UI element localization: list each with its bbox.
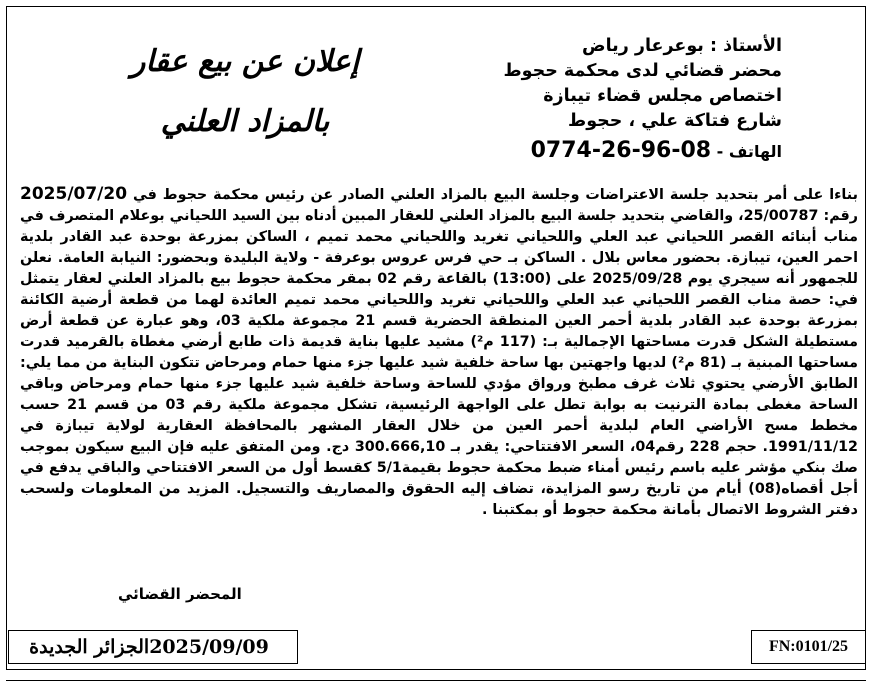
bailiff-header — [452, 34, 782, 167]
bailiff-phone — [452, 136, 782, 167]
bailiff-address: شارع فتاكة علي ، حجوط — [568, 111, 782, 131]
bailiff-jurisdiction: اختصاص مجلس قضاء تيبازة — [543, 86, 782, 106]
file-number-box — [751, 630, 866, 664]
announcement-body — [20, 184, 858, 521]
bailiff-name: الأستاذ : بوعرعار رياض — [582, 36, 782, 56]
signature: المحضر القضائي — [118, 585, 242, 603]
phone-label: الهاتف - — [711, 142, 782, 161]
phone-number: 0774-26-96-08 — [530, 138, 712, 163]
file-number: FN:0101/25 — [768, 638, 849, 655]
body-main: رقم: 25/00787، والقاضي بتحديد جلسة البيع بالمزاد العلني للعقار المبين أدناه بين السيد اللحياني بوعلام المتصرف في مناب أبنائه القصر اللحياني عبد العلي واللحياني تغريد واللحياني محمد تميم ، الساكن بمزرعة بوحدة عبد القادر بلدية احمر العين، تيبازة. بحضور معاس بلال . الساكن بـ حي فرس عروس بوعرفة - ولاية البليدة وبحضور: النيابة العامة. نعلن للجمهور أنه سيجري يوم 2025/09/28 على (13:00) بالقاعة رقم 02 بمقر محكمة حجوط بيع بالمزاد العلني لعقار يتمثل في: حصة مناب القصر اللحياني عبد العلي واللحياني تغريد واللحياني محمد تميم العائدة لهما من قطعة أرضية الكائنة بمزرعة بوحدة عبد القادر بلدية أحمر العين المنطقة الحضرية قسم 21 مجموعة ملكية 03، وهو عبارة عن قطعة أرض مستطيلة الشكل قدرت مساحتها الإجمالية بـ: (117 م²) مشيد عليها بناية قديمة ذات طابع أرضي مغطاة بالقرميد قدرت مساحتها المبنية بـ (81 م²) لديها واجهتين بها ساحة خلفية شيد عليها جزء منها حمام ومرحاض تتكون البناية من مما يلي: الطابق الأرضي يحتوي ثلاث غرف مطبخ ورواق مؤدي للساحة وساحة خلفية شيد عليها جزء منها حمام ومرحاض وباقي الساحة مغطى بمادة الترنيت به بوابة تطل على الواجهة الرئيسية، تشكل مجموعة ملكية رقم 03 من قسم 21 حسب مخطط مسح الأراضي العام لبلدية أحمر العين من خلال العقار المشهر بالمحافظة العقارية لولاية تيبازة في 1991/11/12. حجم 228 رقم04، السعر الافتتاحي: يقدر بـ 300.666,10 دج. ومن المتفق عليه فإن البيع سيكون بموجب صك بنكي مؤشر عليه باسم رئيس أمناء ضبط محكمة حجوط بقيمة5/1 كقسط أول من السعر الافتتاحي والباقي يدفع في أجل أقصاه(08) أيام من تاريخ رسو المزايدة، تضاف إليه الحقوق والمصاريف والتسجيل. المزيد من المعلومات ولسحب دفتر الشروط الاتصال بأمانة محكمة حجوط أو بمكتبنا . — [20, 208, 859, 518]
newspaper-box — [8, 630, 298, 664]
announcement-title-line2: بالمزاد العلني — [160, 104, 330, 139]
publication-date: 2025/09/09 — [149, 636, 269, 658]
order-date: 2025/07/20 — [20, 184, 128, 204]
announcement-title-line1: إعلان عن بيع عقار — [130, 44, 360, 79]
body-intro: بناءا على أمر بتحديد جلسة الاعتراضات وجلسة البيع بالمزاد العلني الصادر عن رئيس محكمة حجوط في — [127, 187, 858, 203]
bottom-divider — [6, 680, 866, 681]
bailiff-court: محضر قضائي لدى محكمة حجوط — [503, 61, 782, 81]
newspaper-name: الجزائر الجديدة — [29, 636, 150, 658]
